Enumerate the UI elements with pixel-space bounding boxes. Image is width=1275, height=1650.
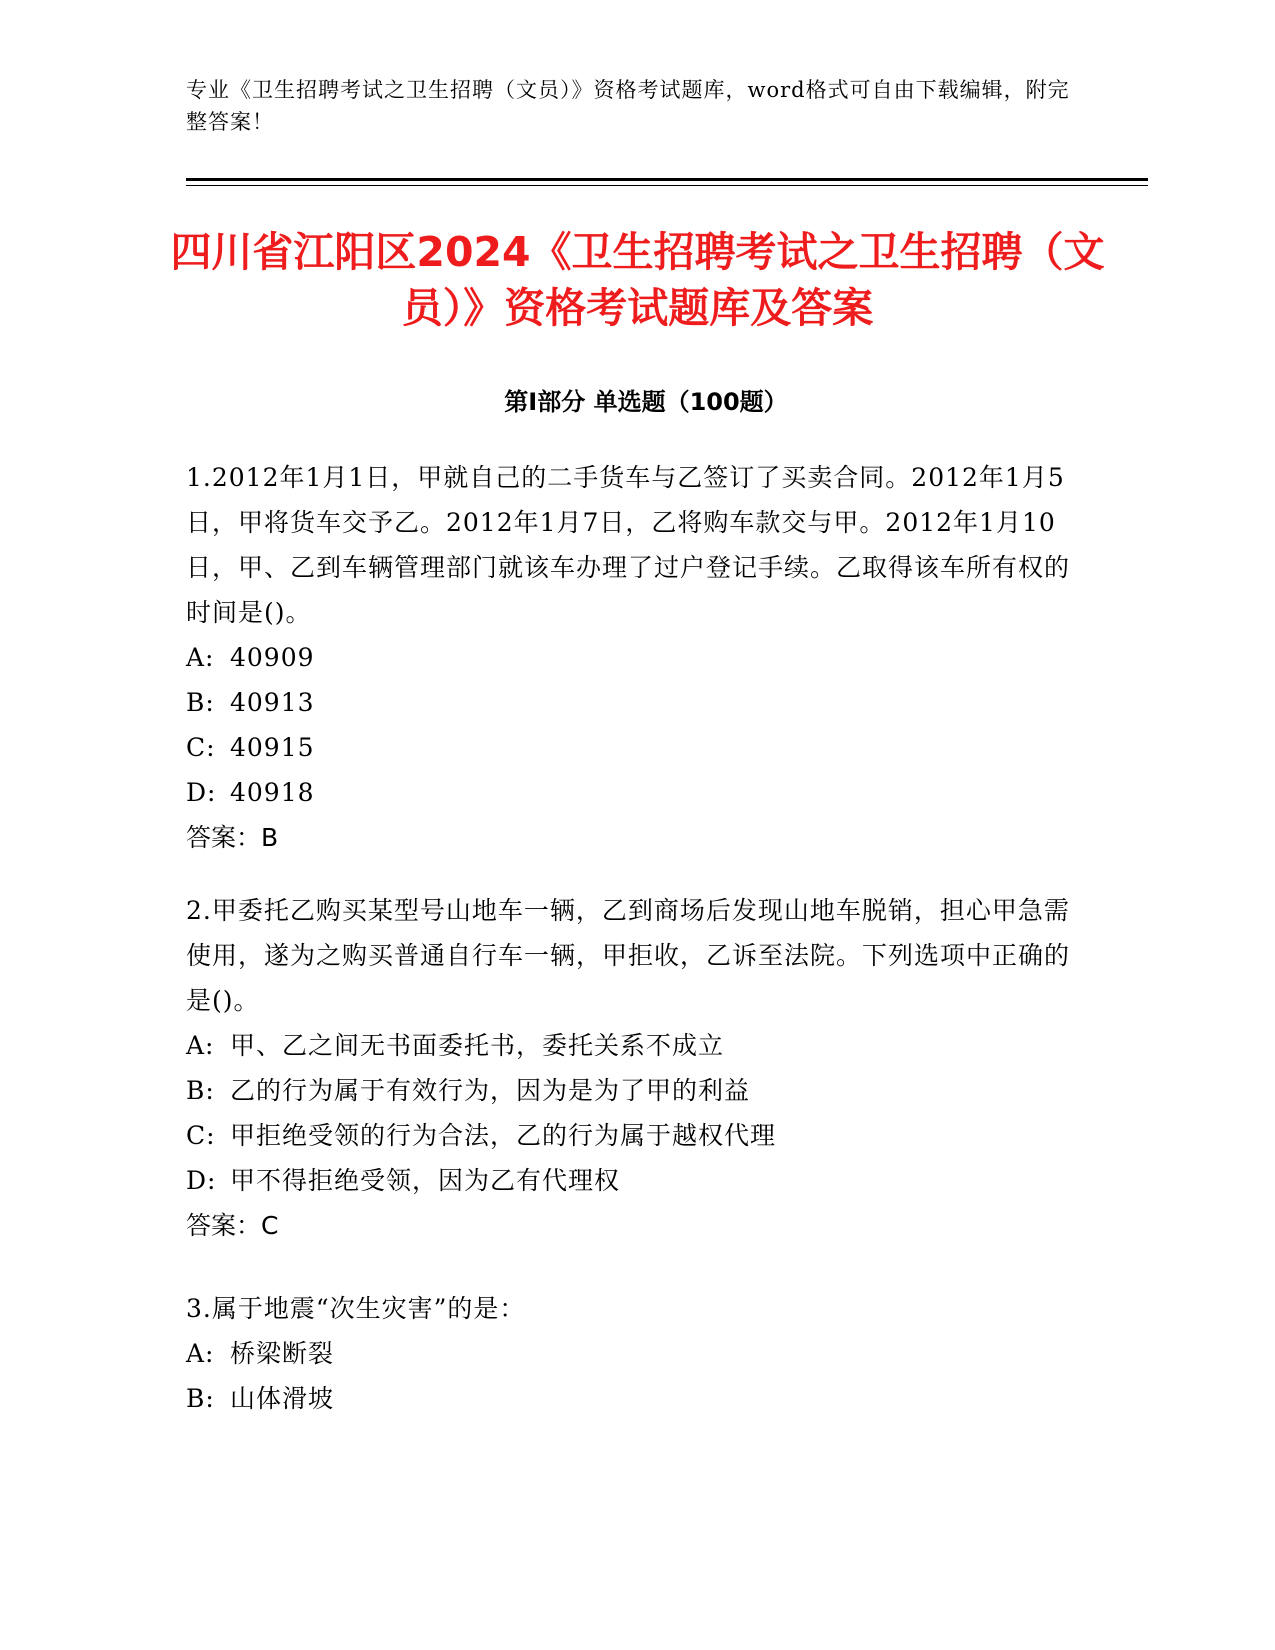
option-letter: B:: [186, 688, 215, 717]
document-title: 四川省江阳区2024《卫生招聘考试之卫生招聘（文员）》资格考试题库及答案: [170, 228, 1105, 332]
header-divider-thick: [186, 178, 1148, 181]
option-a: [186, 1023, 1086, 1068]
option-text: 甲、乙之间无书面委托书，委托关系不成立: [230, 1031, 725, 1060]
option-text: 40913: [230, 688, 315, 717]
option-letter: C:: [186, 733, 216, 762]
question-stem: 1.2012年1月1日，甲就自己的二手货车与乙签订了买卖合同。2012年1月5日，甲将货车交予乙。2012年1月7日，乙将购车款交与甲。2012年1月10日，甲、乙到车辆管理部门就该车办理了过户登记手续。乙取得该车所有权的时间是()。: [186, 463, 1071, 627]
option-text: 甲拒绝受领的行为合法，乙的行为属于越权代理: [230, 1121, 777, 1150]
option-letter: D:: [186, 778, 217, 807]
option-text: 山体滑坡: [230, 1384, 335, 1413]
header-note: 专业《卫生招聘考试之卫生招聘（文员）》资格考试题库，word格式可自由下载编辑，附完整答案！: [186, 78, 1070, 134]
option-letter: B:: [186, 1076, 215, 1105]
option-letter: D:: [186, 1166, 217, 1195]
option-c: [186, 1113, 1086, 1158]
option-text: 40909: [230, 643, 315, 672]
option-letter: A:: [186, 1339, 215, 1368]
option-letter: A:: [186, 643, 215, 672]
option-b: [186, 1068, 1086, 1113]
option-letter: B:: [186, 1384, 215, 1413]
question-1: [186, 455, 1086, 860]
question-2: [186, 888, 1086, 1248]
option-text: 40918: [230, 778, 315, 807]
option-d: [186, 1158, 1086, 1203]
option-text: 乙的行为属于有效行为，因为是为了甲的利益: [230, 1076, 751, 1105]
option-letter: C:: [186, 1121, 216, 1150]
option-c: [186, 725, 1086, 770]
answer-line: 答案：B: [186, 823, 279, 852]
option-b: [186, 680, 1086, 725]
option-b: [186, 1376, 1086, 1421]
option-a: [186, 635, 1086, 680]
question-stem: 2.甲委托乙购买某型号山地车一辆，乙到商场后发现山地车脱销，担心甲急需使用，遂为之购买普通自行车一辆，甲拒收，乙诉至法院。下列选项中正确的是()。: [186, 896, 1071, 1015]
option-text: 甲不得拒绝受领，因为乙有代理权: [230, 1166, 621, 1195]
header-divider-thin: [186, 185, 1148, 186]
answer-line: 答案：C: [186, 1211, 279, 1240]
option-letter: A:: [186, 1031, 215, 1060]
section-heading: 第I部分 单选题（100题）: [504, 388, 788, 416]
option-text: 桥梁断裂: [230, 1339, 335, 1368]
question-stem: 3.属于地震“次生灾害”的是：: [186, 1294, 526, 1323]
option-text: 40915: [230, 733, 315, 762]
question-3: [186, 1286, 1086, 1421]
option-a: [186, 1331, 1086, 1376]
option-d: [186, 770, 1086, 815]
